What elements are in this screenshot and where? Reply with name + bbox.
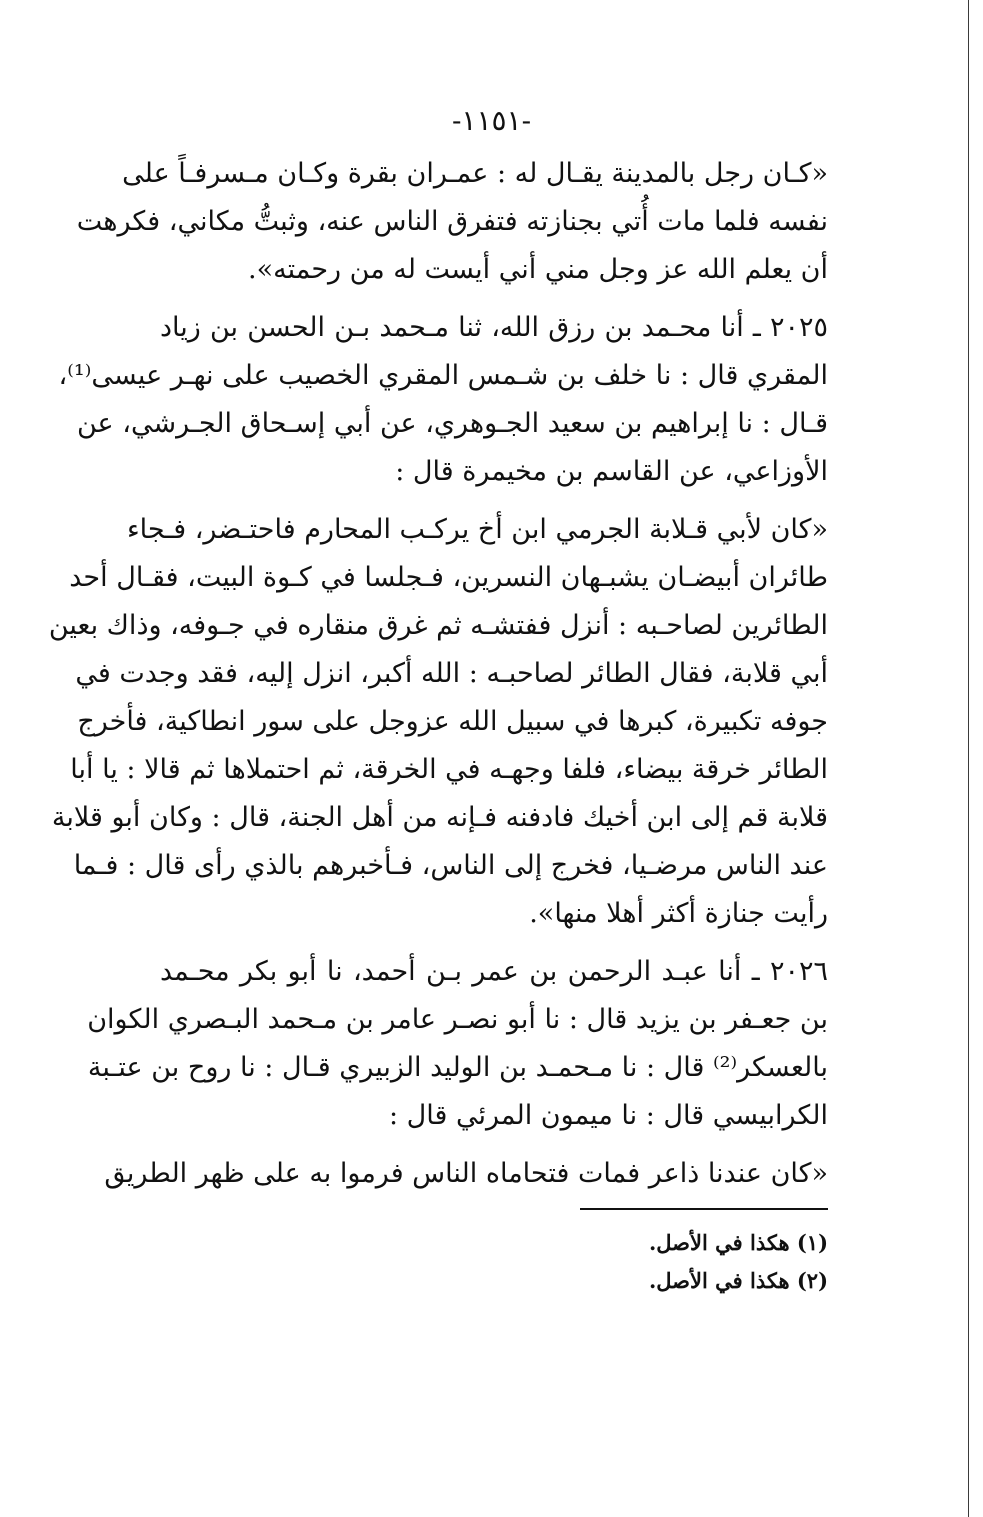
text-line: عند الناس مرضـيا، فخرج إلى الناس، فـأخبرهم بالذي رأى قال : فـما bbox=[73, 850, 828, 881]
text-line: «كان لأبي قـلابة الجرمي ابن أخ يركـب المحارم فاحتـضر، فـجاء bbox=[126, 514, 828, 545]
text-line: قلابة قم إلى ابن أخيك فادفنه فـإنه من أهل الجنة، قال : وكان أبو قلابة bbox=[51, 802, 828, 833]
paragraph-5 bbox=[104, 1150, 828, 1198]
text-line: الطائر خرقة بيضاء، فلفا وجهـه في الخرقة، ثم احتملاها ثم قالا : يا أبا bbox=[70, 754, 828, 785]
text-line: «كـان رجل بالمدينة يقـال له : عمـران بقرة وكـان مـسرفـاً على bbox=[122, 158, 828, 189]
text-line: المقري قال : نا خلف بن شـمس المقري الخصيب على نهـر عيسى⁽¹⁾، bbox=[58, 360, 828, 391]
footnote-2: (٢) هكذا في الأصل. bbox=[648, 1268, 828, 1293]
page-edge-line bbox=[968, 0, 969, 1517]
text-line: ٢٠٢٦ ـ أنا عبـد الرحمن بن عمر بـن أحمد، نا أبو بكر محـمد bbox=[160, 956, 828, 987]
text-line: نفسه فلما مات أُتي بجنازته فتفرق الناس عنه، وثبتُّ مكاني، فكرهت bbox=[76, 206, 828, 237]
text-line: قـال : نا إبراهيم بن سعيد الجـوهري، عن أبي إسـحاق الجـرشي، عن bbox=[76, 408, 828, 439]
paragraph-1 bbox=[76, 150, 828, 294]
text-line: ٢٠٢٥ ـ أنا محـمد بن رزق الله، ثنا مـحمد بـن الحسن بن زياد bbox=[160, 312, 828, 343]
text-line: بالعسكر⁽²⁾ قال : نا مـحمـد بن الوليد الزبيري قـال : نا روح بن عتـبة bbox=[87, 1052, 828, 1083]
paragraph-2026 bbox=[87, 948, 828, 1140]
text-line: جوفه تكبيرة، كبرها في سبيل الله عزوجل على سور انطاكية، فأخرج bbox=[77, 706, 828, 737]
text-line: أن يعلم الله عز وجل مني أني أيست له من رحمته». bbox=[248, 254, 828, 285]
footnotes bbox=[560, 1224, 828, 1300]
text-line: أبي قلابة، فقال الطائر لصاحبـه : الله أكبر، انزل إليه، فقد وجدت في bbox=[75, 658, 828, 689]
text-line: طائران أبيضـان يشبـهان النسرين، فـجلسا في كـوة البيت، فقـال أحد bbox=[69, 562, 828, 593]
text-line: الكرابيسي قال : نا ميمون المرئي قال : bbox=[388, 1100, 828, 1131]
footnote-separator bbox=[580, 1208, 828, 1210]
footnote-1: (١) هكذا في الأصل. bbox=[648, 1230, 828, 1255]
text-line: رأيت جنازة أكثر أهلا منها». bbox=[529, 898, 828, 929]
text-line: الطائرين لصاحـبه : أنزل ففتشـه ثم غرق منقاره في جـوفه، وذاك بعين bbox=[48, 610, 828, 641]
page-number: -١١٥١- bbox=[451, 104, 532, 137]
text-line: بن جعـفر بن يزيد قال : نا أبو نصـر عامر بن مـحمد البـصري الكوان bbox=[87, 1004, 828, 1035]
paragraph-3 bbox=[48, 506, 828, 938]
text-line: «كان عندنا ذاعر فمات فتحاماه الناس فرموا به على ظهر الطريق bbox=[104, 1158, 828, 1189]
main-text bbox=[48, 150, 828, 1198]
paragraph-2025 bbox=[58, 304, 828, 496]
text-line: الأوزاعي، عن القاسم بن مخيمرة قال : bbox=[395, 456, 828, 487]
